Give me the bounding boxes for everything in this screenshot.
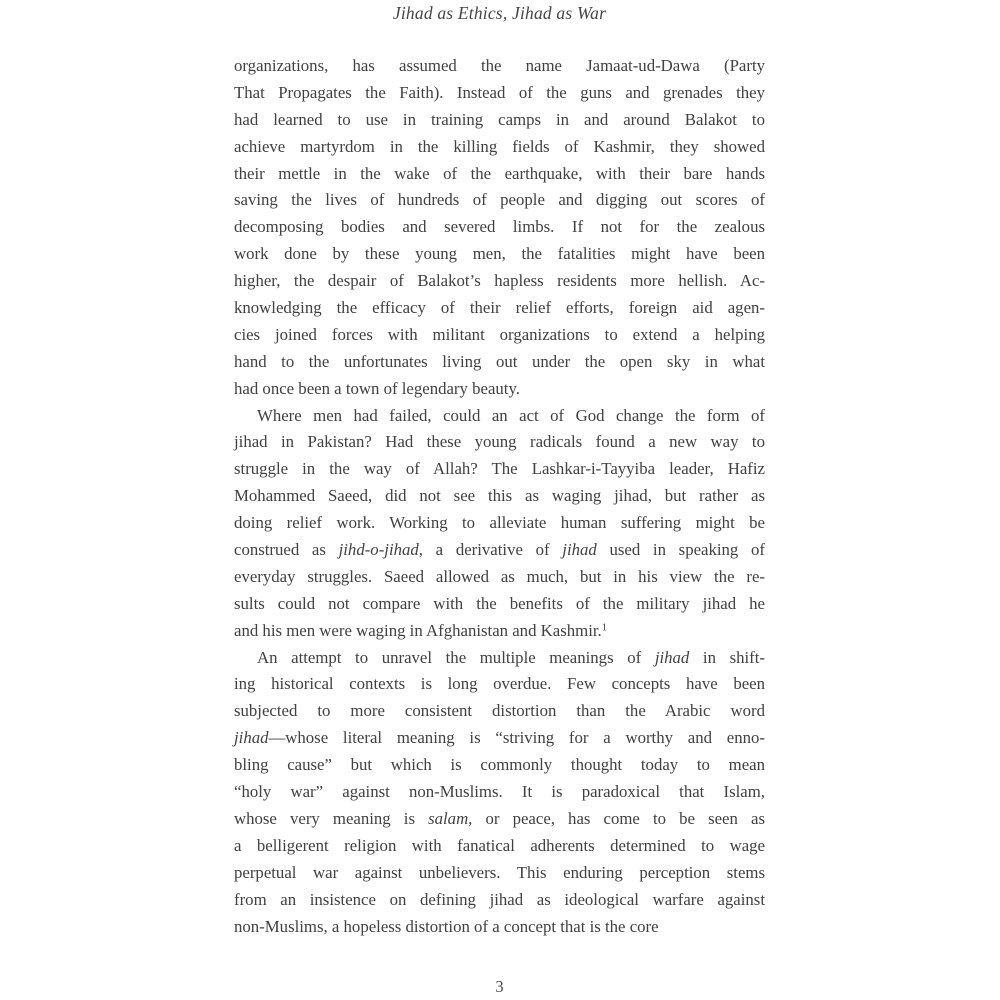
italic-text-segment: salam,	[428, 808, 473, 828]
text-segment: or peace, has come to be seen as	[472, 808, 765, 828]
text-line	[234, 887, 765, 914]
text-line	[234, 833, 765, 860]
text-segment: “holy war” against non-Muslims. It is paradoxical that Islam,	[234, 782, 765, 802]
text-segment: subjected to more consistent distortion than the Arabic word	[234, 701, 765, 721]
text-segment: struggle in the way of Allah? The Lashkar-i-Tayyiba leader, Hafiz	[234, 459, 765, 479]
text-line	[234, 403, 765, 430]
text-segment: work done by these young men, the fatalities might have been	[234, 244, 765, 264]
italic-text-segment: jihd-o-jihad,	[338, 540, 423, 560]
text-line	[234, 914, 765, 941]
text-segment: used in speaking of	[596, 540, 765, 560]
text-segment: doing relief work. Working to alleviate human suffering might be	[234, 513, 765, 533]
italic-text-segment: jihad	[562, 540, 597, 560]
text-line	[234, 214, 765, 241]
text-segment: Where men had failed, could an act of God change the form of	[257, 405, 765, 425]
paragraph	[234, 403, 765, 645]
text-line	[234, 53, 765, 80]
text-segment: construed as	[234, 540, 339, 560]
text-line	[234, 779, 765, 806]
text-segment: That Propagates the Faith). Instead of the guns and grenades they	[234, 82, 765, 102]
text-line	[234, 241, 765, 268]
text-line	[234, 349, 765, 376]
text-segment: everyday struggles. Saeed allowed as much, but in his view the re-	[234, 566, 765, 586]
text-line	[234, 107, 765, 134]
text-line	[234, 537, 765, 564]
footnote-marker: 1	[601, 621, 607, 633]
text-line	[234, 429, 765, 456]
text-segment: their mettle in the wake of the earthquake, with their bare hands	[234, 163, 765, 183]
text-segment: hand to the unfortunates living out under the open sky in what	[234, 351, 765, 371]
text-segment: decomposing bodies and severed limbs. If not for the zealous	[234, 217, 765, 237]
running-header: Jihad as Ethics, Jihad as War	[392, 3, 607, 23]
text-line	[234, 645, 765, 672]
text-segment: higher, the despair of Balakot’s hapless residents more hellish. Ac-	[234, 271, 765, 291]
text-line	[234, 618, 765, 645]
text-line	[234, 698, 765, 725]
text-segment: bling cause” but which is commonly thought today to mean	[234, 755, 765, 775]
text-segment: cies joined forces with militant organizations to extend a helping	[234, 324, 765, 344]
text-line	[234, 80, 765, 107]
text-segment: organizations, has assumed the name Jamaat-ud-Dawa (Party	[234, 56, 765, 75]
text-segment: a derivative of	[422, 540, 563, 560]
text-segment: An attempt to unravel the multiple meanings of	[257, 647, 655, 667]
text-line	[234, 483, 765, 510]
text-segment: perpetual war against unbelievers. This enduring perception stems	[234, 862, 765, 882]
text-segment: a belligerent religion with fanatical adherents determined to wage	[234, 835, 765, 855]
text-segment: saving the lives of hundreds of people and digging out scores of	[234, 190, 765, 210]
text-segment: jihad in Pakistan? Had these young radicals found a new way to	[234, 432, 765, 452]
text-segment: Mohammed Saeed, did not see this as waging jihad, but rather as	[234, 486, 765, 506]
text-line	[234, 671, 765, 698]
text-line	[234, 510, 765, 537]
italic-text-segment: jihad	[654, 647, 690, 667]
text-line	[234, 564, 765, 591]
text-segment: in shift-	[689, 647, 766, 667]
text-segment: achieve martyrdom in the killing fields of Kashmir, they showed	[234, 136, 765, 156]
text-line	[234, 725, 765, 752]
text-line	[234, 322, 765, 349]
text-line	[234, 752, 765, 779]
text-segment: —whose literal meaning is “striving for a worthy and enno-	[268, 728, 765, 748]
text-segment: and his men were waging in Afghanistan and Kashmir.	[234, 620, 602, 640]
paragraph	[234, 53, 765, 403]
text-segment: ing historical contexts is long overdue. Few concepts have been	[234, 674, 765, 694]
text-line	[234, 134, 765, 161]
text-block	[234, 53, 765, 940]
text-line	[234, 456, 765, 483]
text-segment: had once been a town of legendary beauty.	[234, 378, 520, 398]
text-segment: had learned to use in training camps in and around Balakot to	[234, 109, 765, 129]
text-line	[234, 591, 765, 618]
italic-text-segment: jihad	[234, 728, 269, 748]
text-segment: non-Muslims, a hopeless distortion of a concept that is the core	[234, 916, 659, 936]
text-line	[234, 860, 765, 887]
text-segment: from an insistence on defining jihad as ideological warfare against	[234, 889, 765, 909]
text-line	[234, 161, 765, 188]
text-segment: knowledging the efficacy of their relief efforts, foreign aid agen-	[234, 298, 765, 318]
text-line	[234, 268, 765, 295]
text-line	[234, 187, 765, 214]
text-line	[234, 376, 765, 403]
text-line	[234, 806, 765, 833]
text-segment: sults could not compare with the benefits of the military jihad he	[234, 593, 765, 613]
page-number: 3	[495, 977, 504, 996]
text-line	[234, 295, 765, 322]
paragraph	[234, 645, 765, 941]
text-segment: whose very meaning is	[234, 808, 429, 828]
